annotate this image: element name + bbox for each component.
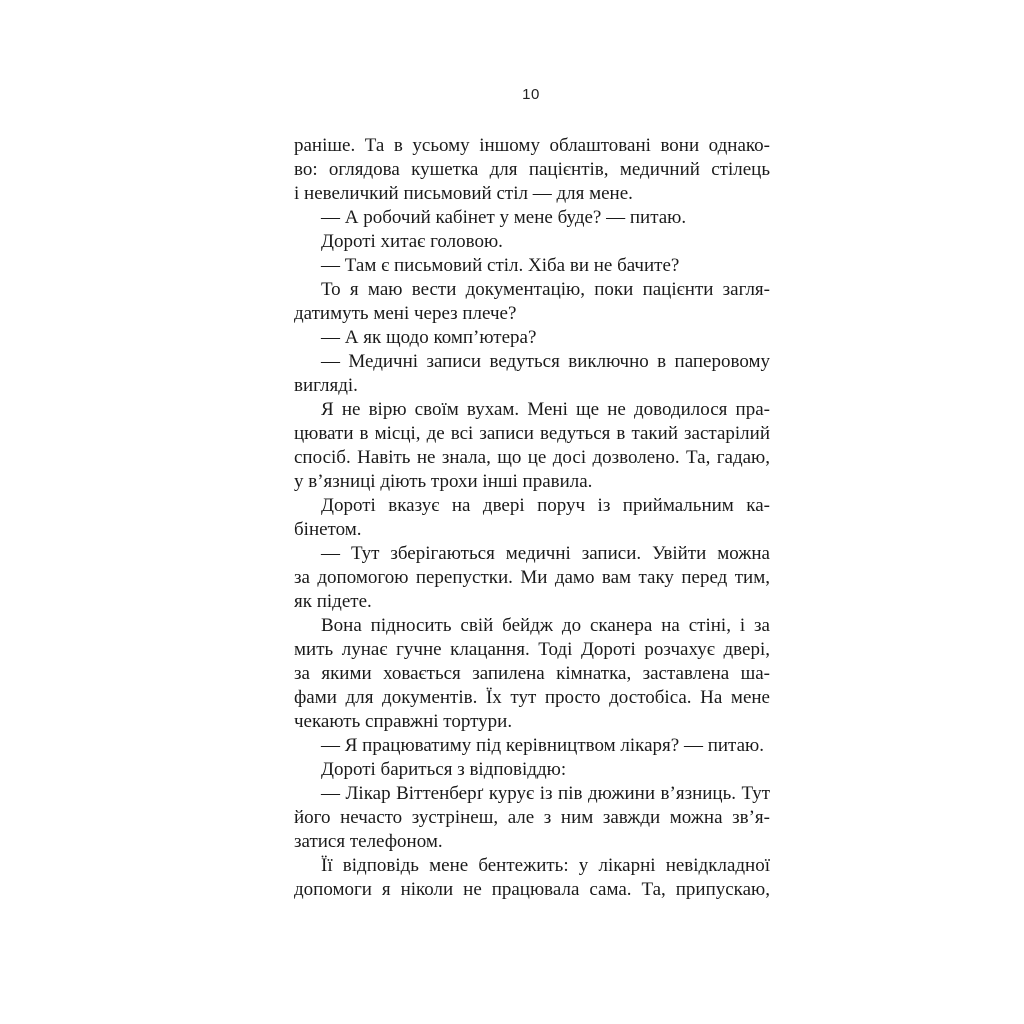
text-line: спосіб. Навіть не знала, що це досі дозволено. Та, гадаю,	[294, 447, 770, 468]
text-line: Дороті бариться з відповіддю:	[321, 759, 567, 780]
text-line: затися телефоном.	[294, 831, 443, 852]
text-line: Дороті вказує на двері поруч із приймальним ка-	[321, 495, 770, 516]
text-line: — Медичні записи ведуться виключно в паперовому	[321, 351, 770, 372]
text-line: — Лікар Віттенберґ курує із пів дюжини в’язниць. Тут	[321, 783, 770, 804]
text-line: — А робочий кабінет у мене буде? — питаю.	[321, 207, 687, 228]
text-line: — А як щодо комп’ютера?	[321, 327, 537, 348]
body-text	[294, 134, 770, 902]
text-line: цювати в місці, де всі записи ведуться в такий застарілий	[294, 423, 770, 444]
text-line: мить лунає гучне клацання. Тоді Дороті розчахує двері,	[294, 639, 770, 660]
text-line: во: оглядова кушетка для пацієнтів, медичний стілець	[294, 159, 770, 180]
text-line: і невеличкий письмовий стіл — для мене.	[294, 183, 633, 204]
text-line: — Там є письмовий стіл. Хіба ви не бачите?	[321, 255, 680, 276]
text-line: Її відповідь мене бентежить: у лікарні невідкладної	[321, 855, 770, 876]
text-line: як підете.	[294, 591, 372, 612]
text-line: у в’язниці діють трохи інші правила.	[294, 471, 593, 492]
text-line: — Тут зберігаються медичні записи. Увійти можна	[321, 543, 770, 564]
text-line: за допомогою перепустки. Ми дамо вам таку перед тим,	[294, 567, 770, 588]
text-line: раніше. Та в усьому іншому облаштовані вони однако-	[294, 135, 770, 156]
text-line: за якими ховається запилена кімнатка, заставлена ша-	[294, 663, 770, 684]
text-line: датимуть мені через плече?	[294, 303, 517, 324]
page-number: 10	[522, 86, 540, 103]
text-line: — Я працюватиму під керівництвом лікаря? — питаю.	[321, 735, 764, 756]
text-line: То я маю вести документацію, поки пацієнти загля-	[321, 279, 770, 300]
text-line: допомоги я ніколи не працювала сама. Та, припускаю,	[294, 879, 770, 900]
text-line: бінетом.	[294, 519, 362, 540]
text-line: чекають справжні тортури.	[294, 711, 513, 732]
text-line: його нечасто зустрінеш, але з ним завжди можна зв’я-	[294, 807, 770, 828]
text-line: Дороті хитає головою.	[321, 231, 503, 252]
text-line: Я не вірю своїм вухам. Мені ще не доводилося пра-	[321, 399, 770, 420]
text-line: фами для документів. Їх тут просто достобіса. На мене	[294, 687, 770, 708]
text-line: Вона підносить свій бейдж до сканера на стіні, і за	[321, 615, 770, 636]
text-line: вигляді.	[294, 375, 358, 396]
